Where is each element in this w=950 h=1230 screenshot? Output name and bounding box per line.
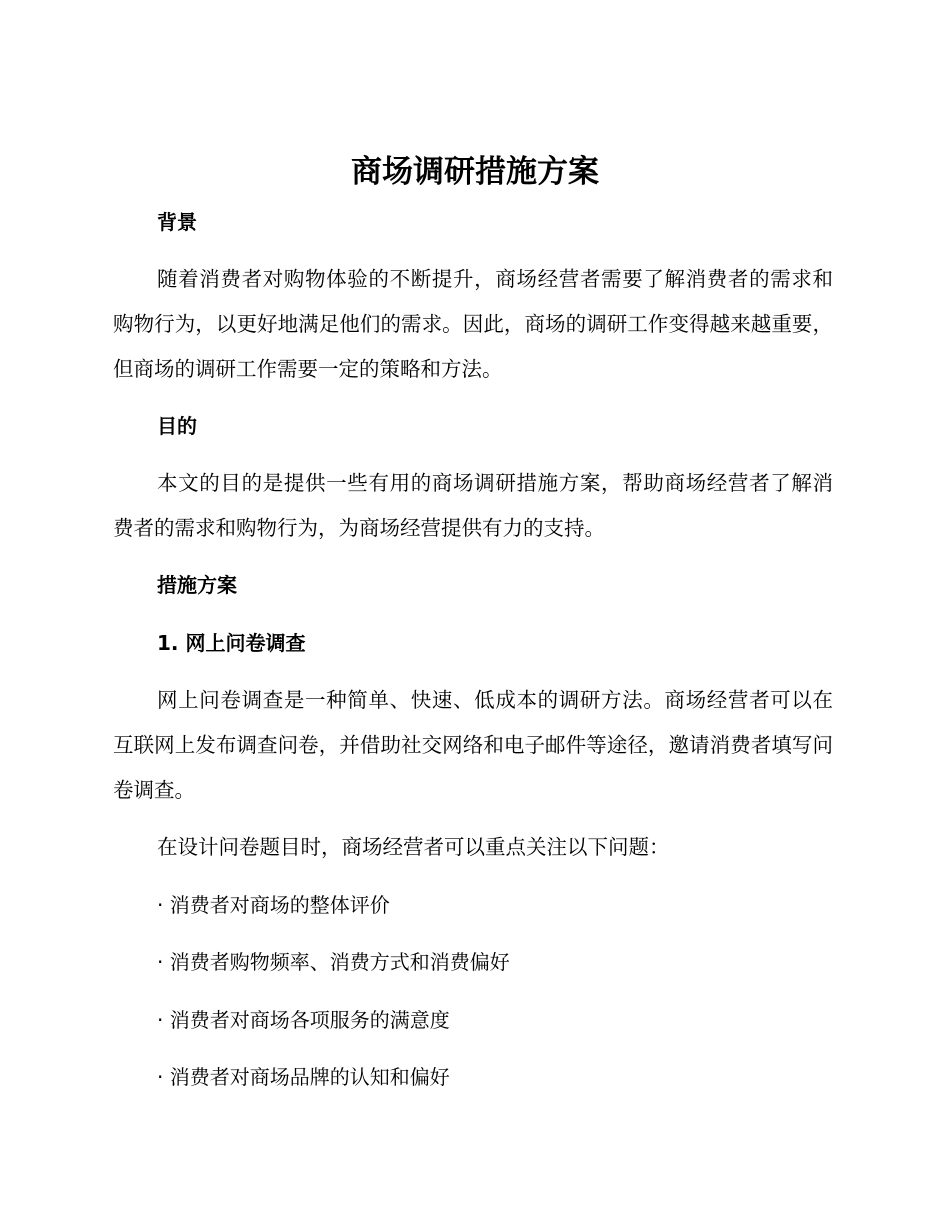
purpose-paragraph: 本文的目的是提供一些有用的商场调研措施方案，帮助商场经营者了解消费者的需求和购物行为，为商场经营提供有力的支持。 (113, 471, 833, 540)
survey-design-paragraph: 在设计问卷题目时，商场经营者可以重点关注以下问题： (157, 835, 670, 859)
subheading-online-survey: 1. 网上问卷调查 (157, 631, 306, 655)
bullet-item: · 消费者对商场各项服务的满意度 (157, 1008, 450, 1032)
section-heading-purpose: 目的 (157, 414, 197, 438)
online-survey-paragraph: 网上问卷调查是一种简单、快速、低成本的调研方法。商场经营者可以在互联网上发布调查问卷，并借助社交网络和电子邮件等途径，邀请消费者填写问卷调查。 (113, 688, 833, 802)
background-paragraph: 随着消费者对购物体验的不断提升，商场经营者需要了解消费者的需求和购物行为，以更好地满足他们的需求。因此，商场的调研工作变得越来越重要，但商场的调研工作需要一定的策略和方法。 (113, 267, 833, 381)
section-heading-background: 背景 (157, 210, 197, 234)
section-heading-measures: 措施方案 (157, 573, 237, 597)
bullet-item: · 消费者对商场的整体评价 (157, 893, 390, 917)
bullet-item: · 消费者购物频率、消费方式和消费偏好 (157, 950, 510, 974)
document-title: 商场调研措施方案 (351, 154, 599, 190)
bullet-item: · 消费者对商场品牌的认知和偏好 (157, 1065, 450, 1089)
